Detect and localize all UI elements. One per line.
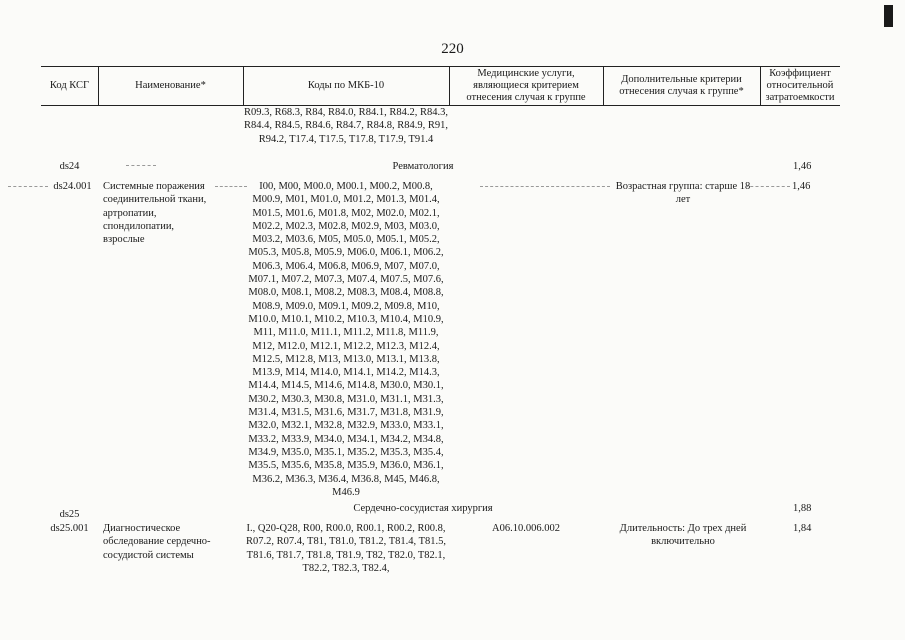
scan-dash bbox=[8, 186, 48, 187]
row-criteria: Возрастная группа: старше 18 лет bbox=[615, 181, 751, 206]
header-coefficient: Коэффициент относительной затратоемкости bbox=[765, 67, 835, 103]
row-profile: Ревматология bbox=[392, 161, 454, 172]
scan-corner-mark bbox=[884, 5, 893, 27]
row-code: ds25 bbox=[59, 509, 80, 520]
row-code: ds24.001 bbox=[53, 181, 92, 192]
page-number: 220 bbox=[441, 41, 464, 57]
row-name: Системные поражения соединительной ткани, артропатии, спондилопатии, взрослые bbox=[103, 181, 207, 246]
scan-dash bbox=[126, 165, 156, 166]
row-coefficient: 1,88 bbox=[793, 503, 812, 514]
row-coefficient: 1,46 bbox=[793, 161, 812, 172]
row-mkb-codes: I00, M00, M00.0, M00.1, M00.2, M00.8, M00.9, M01, M01.0, M01.2, M01.3, M01.4, M01.5, M01.6, M01.8, M02, M02.0, M02.1, M02.2, M02.3, M02.8, M02.9, M03, M03.0, M03.2, M03.6, M05, M05.0, M05.1, M05.2, M05.3, M05.8, M05.9, M06.0, M06.1, M06.2, M06.3, M06.4, M06.8, M06.9, M07, M07.0, M07.1, M07.2, M07.3, M07.4, M07.5, M07.6, M08.0, M08.1, M08.2, M08.3, M08.4, M08.8, M08.9, M09.0, M09.1, M09.2, M09.8, M10, M10.0, M10.1, M10.2, M10.3, M10.4, M10.9, M11, M11.0, M11.1, M11.2, M11.8, M11.9, M12, M12.0, M12.1, M12.2, M12.3, M12.4, M12.5, M12.8, M13, M13.0, M13.1, M13.8, M13.9, M14, M14.0, M14.1, M14.2, M14.3, M14.4, M14.5, M14.6, M14.8, M30.0, M30.1, M30.2, M30.3, M30.8, M31.0, M31.1, M31.3, M31.4, M31.5, M31.6, M31.7, M31.8, M31.9, M32.0, M32.1, M32.8, M32.9, M33.0, M33.1, M33.2, M33.9, M34.0, M34.1, M34.2, M34.8, M34.9, M35.0, M35.1, M35.2, M35.3, M35.4, M35.5, M35.6, M35.8, M35.9, M36.0, M36.1, M36.2, M36.3, M36.4, M36.8, M45, M46.8, M46.9 bbox=[248, 181, 444, 498]
scan-dash bbox=[480, 186, 610, 187]
row-code: ds24 bbox=[59, 161, 80, 172]
row-services: A06.10.006.002 bbox=[492, 523, 560, 534]
row-mkb-codes: I., Q20-Q28, R00, R00.0, R00.1, R00.2, R00.8, R07.2, R07.4, T81, T81.0, T81.2, T81.4, T81.5, T81.6, T81.7, T81.8, T81.9, T82, T82.0, T82.1, T82.2, T82.3, T82.4, bbox=[245, 523, 446, 574]
header-mkb: Коды по МКБ-10 bbox=[307, 79, 385, 91]
row-code: ds25.001 bbox=[50, 523, 89, 534]
row-coefficient: 1,46 bbox=[792, 181, 811, 192]
header-name: Наименование* bbox=[135, 79, 206, 91]
header-code: Код КСГ bbox=[49, 79, 90, 91]
row-name: Диагностическое обследование сердечно-сосудистой системы bbox=[103, 523, 211, 561]
continuation-codes: R09.3, R68.3, R84, R84.0, R84.1, R84.2, R84.3, R84.4, R84.5, R84.6, R84.7, R84.8, R84.9, R91, R94.2, T17.4, T17.5, T17.8, T17.9, T91.4 bbox=[244, 107, 448, 145]
row-coefficient: 1,84 bbox=[793, 523, 812, 534]
row-criteria: Длительность: До трех дней включительно bbox=[619, 523, 747, 548]
row-profile: Сердечно-сосудистая хирургия bbox=[353, 503, 493, 514]
header-services: Медицинские услуги, являющиеся критерием отнесения случая к группе bbox=[466, 67, 586, 103]
scan-dash bbox=[745, 186, 790, 187]
header-criteria: Дополнительные критерии отнесения случая к группе* bbox=[619, 73, 744, 97]
